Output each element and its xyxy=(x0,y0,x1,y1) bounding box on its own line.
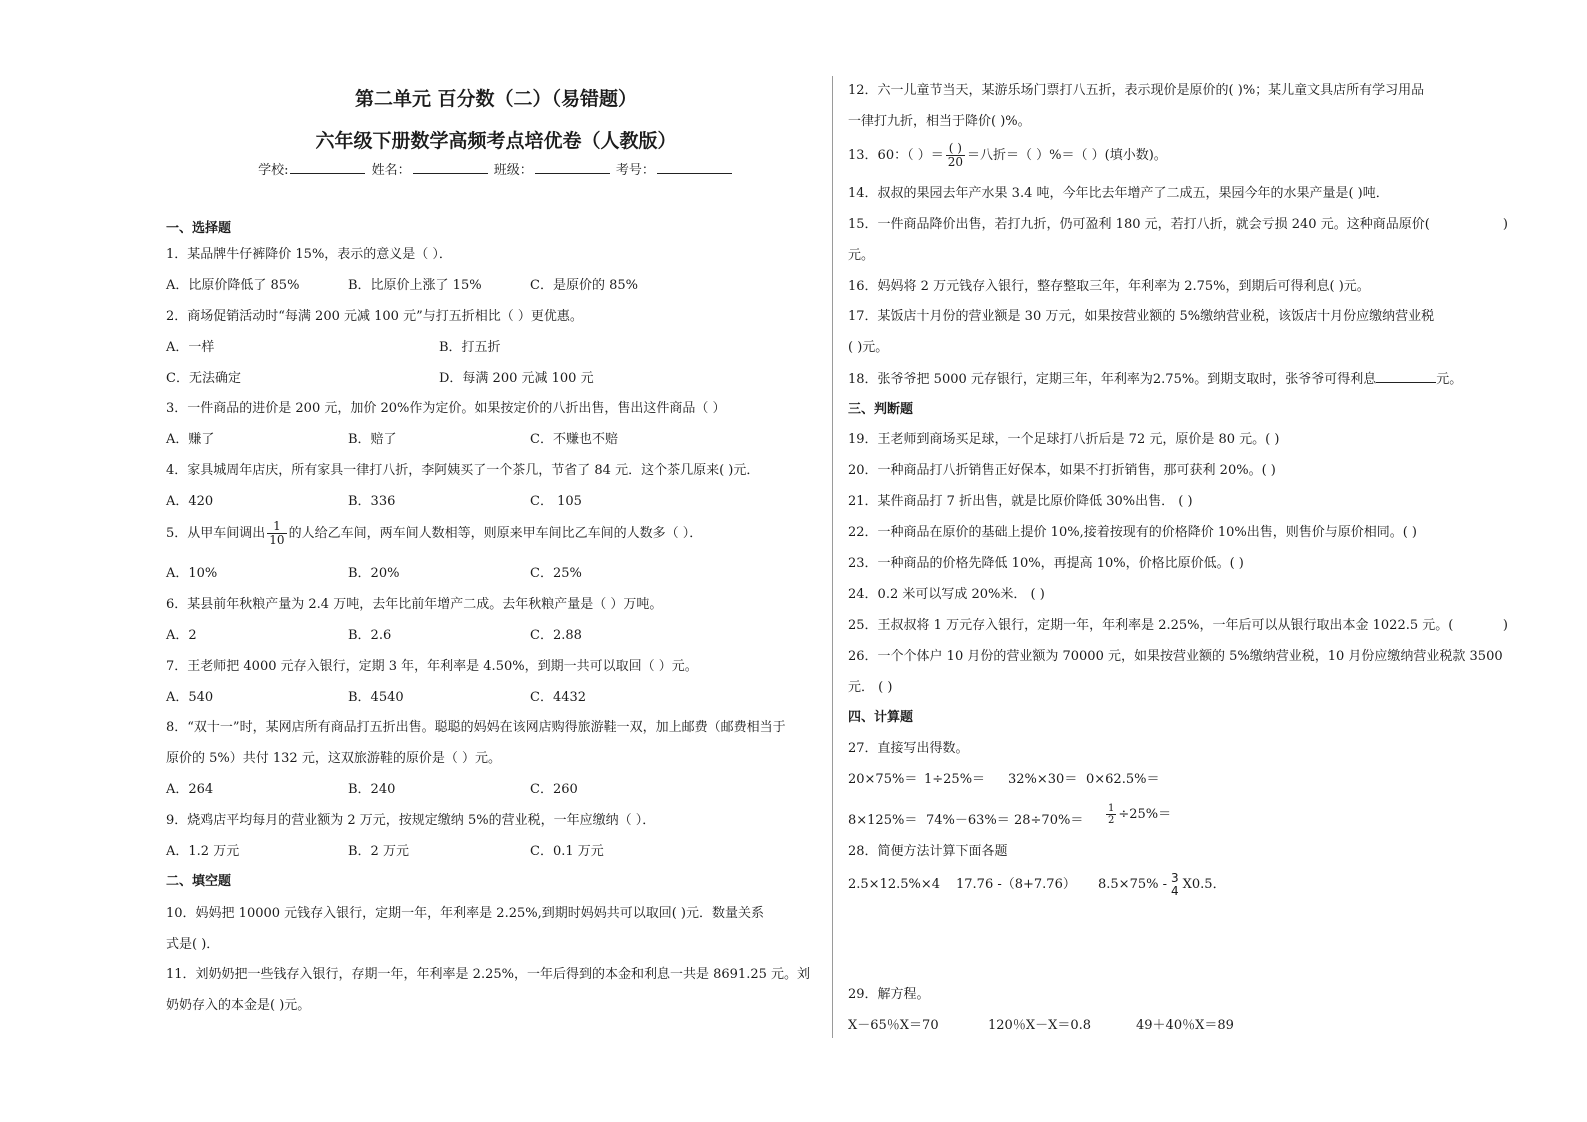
question-15-line-2: 元。 xyxy=(848,248,875,263)
section-heading-calc: 四、计算题 xyxy=(848,710,914,725)
question-9: 9．烧鸡店平均每月的营业额为 2 万元，按规定缴纳 5%的营业税，一年应缴纳（ ）． xyxy=(166,813,656,828)
fraction-denominator: 2 xyxy=(1108,815,1115,826)
question-18 xyxy=(848,370,1462,389)
calc-item-fraction xyxy=(1104,800,1171,830)
question-17-line-1: 17．某饭店十月份的营业额是 30 万元，如果按营业额的 5%缴纳营业税，该饭店十月份应缴纳营业税 xyxy=(848,309,1435,324)
question-29: 29．解方程。 xyxy=(848,987,930,1002)
equation: 120％X－X＝0.8 xyxy=(988,1018,1091,1033)
calc-item: 28÷70%＝ xyxy=(1014,813,1084,828)
option-b[interactable]: B．比原价上涨了 15% xyxy=(348,278,482,293)
calc-item: 74%－63%＝ xyxy=(926,813,1010,828)
section-heading-judge: 三、判断题 xyxy=(848,402,914,417)
question-18-text: 18．张爷爷把 5000 元存银行，定期三年，年利率为2.75%。到期支取时，张爷爷可得利息 xyxy=(848,372,1377,387)
section-heading-choice: 一、选择题 xyxy=(166,221,232,236)
question-12-line-2: 一律打九折，相当于降价( )%。 xyxy=(848,114,1031,129)
fraction-denominator: 20 xyxy=(947,155,963,169)
calc-item-fraction xyxy=(1098,868,1226,902)
question-12-line-1: 12．六一儿童节当天，某游乐场门票打八五折，表示现价是原价的( )%；某儿童文具店所有学习用品 xyxy=(848,83,1425,98)
calc-item: 20×75%＝ xyxy=(848,772,918,787)
fraction-denominator: 4 xyxy=(1171,883,1179,898)
option-a[interactable]: A．一样 xyxy=(166,340,215,355)
option-a[interactable]: A．10% xyxy=(166,566,218,581)
exam-number-label: 考号： xyxy=(615,163,655,178)
option-c[interactable]: C．4432 xyxy=(530,690,587,705)
name-field[interactable] xyxy=(413,161,488,174)
question-28: 28．简便方法计算下面各题 xyxy=(848,844,1008,859)
question-5 xyxy=(166,520,702,547)
option-c[interactable]: C．25% xyxy=(530,566,582,581)
calc-item-text: X0.5． xyxy=(1182,877,1226,892)
option-b[interactable]: B．打五折 xyxy=(439,340,501,355)
calc-item: 1÷25%＝ xyxy=(924,772,986,787)
student-info-line xyxy=(166,159,826,178)
fraction-numerator: 1 xyxy=(267,520,286,534)
option-a[interactable]: A．540 xyxy=(166,690,214,705)
fraction-numerator: ( ) xyxy=(946,142,965,156)
equation: 49＋40％X＝89 xyxy=(1136,1018,1234,1033)
calc-item-text: ÷25%＝ xyxy=(1118,807,1172,822)
option-a[interactable]: A．420 xyxy=(166,494,214,509)
answer-blank[interactable] xyxy=(1376,370,1436,383)
question-13-text-pre: 13．60：（ ）＝ xyxy=(848,148,944,163)
question-13-text-post: ＝八折＝（ ）%＝（ ）(填小数)。 xyxy=(967,148,1167,163)
page-title: 第二单元 百分数（二）（易错题） xyxy=(354,88,638,110)
question-21: 21．某件商品打 7 折出售，就是比原价降低 30%出售． ( ) xyxy=(848,494,1193,509)
calc-item: 0×62.5%＝ xyxy=(1086,772,1160,787)
question-17-line-2: ( )元。 xyxy=(848,340,889,355)
question-5-text-post: 的人给乙车间，两车间人数相等，则原来甲车间比乙车间的人数多（ ）． xyxy=(288,526,703,541)
page-subtitle: 六年级下册数学高频考点培优卷（人教版） xyxy=(315,130,677,152)
question-11-line-2: 奶奶存入的本金是( )元。 xyxy=(166,998,311,1013)
question-5-text-pre: 5．从甲车间调出 xyxy=(166,526,266,541)
fraction-numerator: 1 xyxy=(1108,803,1115,814)
question-15-text: 15．一件商品降价出售，若打九折，仍可盈利 180 元，若打八折，就会亏损 240 元。这种商品原价( xyxy=(848,217,1430,232)
section-heading-fill: 二、填空题 xyxy=(166,874,232,889)
option-b[interactable]: B．20% xyxy=(348,566,400,581)
question-20: 20．一种商品打八折销售正好保本，如果不打折销售，那可获利 20%。( ) xyxy=(848,463,1276,478)
question-3: 3．一件商品的进价是 200 元，加价 20%作为定价。如果按定价的八折出售，售出这件商品（ ） xyxy=(166,401,726,416)
question-26-line-2: 元． ( ) xyxy=(848,680,893,695)
question-22: 22．一种商品在原价的基础上提价 10%,接着按现有的价格降价 10%出售，则售价与原价相同。( ) xyxy=(848,525,1418,540)
option-d[interactable]: D．每满 200 元减 100 元 xyxy=(439,371,594,386)
school-label: 学校: xyxy=(258,163,289,178)
calc-item: 8×125%＝ xyxy=(848,813,918,828)
equation: X－65％X＝70 xyxy=(848,1018,939,1033)
option-b[interactable]: B．2.6 xyxy=(348,628,392,643)
calc-item-text: 8.5×75% - xyxy=(1098,877,1167,892)
option-b[interactable]: B．4540 xyxy=(348,690,404,705)
option-a[interactable]: A．比原价降低了 85% xyxy=(166,278,300,293)
class-label: 班级： xyxy=(493,163,533,178)
option-a[interactable]: A．赚了 xyxy=(166,432,215,447)
question-23: 23．一种商品的价格先降低 10%，再提高 10%，价格比原价低。( ) xyxy=(848,556,1244,571)
question-18-unit: 元。 xyxy=(1436,372,1463,387)
option-c[interactable]: C．260 xyxy=(530,782,578,797)
fraction xyxy=(267,520,286,547)
option-b[interactable]: B．336 xyxy=(348,494,396,509)
option-b[interactable]: B．240 xyxy=(348,782,396,797)
option-b[interactable]: B．2 万元 xyxy=(348,844,409,859)
option-c[interactable]: C． 105 xyxy=(530,494,582,509)
question-8-line-2: 原价的 5%）共付 132 元，这双旅游鞋的原价是（ ）元。 xyxy=(166,751,501,766)
question-7: 7．王老师把 4000 元存入银行，定期 3 年，年利率是 4.50%，到期一共可以取回（ ）元。 xyxy=(166,659,698,674)
question-14: 14．叔叔的果园去年产水果 3.4 吨，今年比去年增产了二成五，果园今年的水果产量是( )吨． xyxy=(848,186,1389,201)
calc-item: 2.5×12.5%×4 xyxy=(848,877,941,892)
calc-item: 17.76 -（8+7.76） xyxy=(956,877,1076,892)
question-15-paren: ) xyxy=(1502,217,1508,232)
name-label: 姓名： xyxy=(371,163,411,178)
option-b[interactable]: B．赔了 xyxy=(348,432,397,447)
fraction-numerator: 3 xyxy=(1171,870,1179,885)
column-divider xyxy=(832,76,833,1038)
option-c[interactable]: C．不赚也不赔 xyxy=(530,432,618,447)
school-field[interactable] xyxy=(290,161,365,174)
option-c[interactable]: C．2.88 xyxy=(530,628,582,643)
class-field[interactable] xyxy=(535,161,610,174)
option-c[interactable]: C．无法确定 xyxy=(166,371,241,386)
question-2: 2．商场促销活动时“每满 200 元减 100 元”与打五折相比（ ）更优惠。 xyxy=(166,309,583,324)
question-26-line-1: 26．一个个体户 10 月份的营业额为 70000 元，如果按营业额的 5%缴纳营业税，10 月份应缴纳营业税款 3500 xyxy=(848,649,1503,664)
option-c[interactable]: C．是原价的 85% xyxy=(530,278,638,293)
option-c[interactable]: C．0.1 万元 xyxy=(530,844,604,859)
question-4: 4．家具城周年店庆，所有家具一律打八折，李阿姨买了一个茶几，节省了 84 元．这个茶几原来( )元． xyxy=(166,463,760,478)
option-a[interactable]: A．1.2 万元 xyxy=(166,844,240,859)
question-25-paren: ) xyxy=(1502,618,1508,633)
fraction-denominator: 10 xyxy=(269,533,285,547)
exam-number-field[interactable] xyxy=(657,161,732,174)
question-25 xyxy=(848,617,1508,635)
question-15-line-1 xyxy=(848,216,1508,234)
question-1: 1．某品牌牛仔裤降价 15%，表示的意义是（ ）． xyxy=(166,247,452,262)
question-27: 27．直接写出得数。 xyxy=(848,741,969,756)
question-10-line-1: 10．妈妈把 10000 元钱存入银行，定期一年，年利率是 2.25%,到期时妈妈共可以取回( )元．数量关系 xyxy=(166,906,765,921)
option-a[interactable]: A．2 xyxy=(166,628,197,643)
calc-item: 32%×30＝ xyxy=(1008,772,1078,787)
question-6: 6．某县前年秋粮产量为 2.4 万吨，去年比前年增产二成。去年秋粮产量是（ ）万吨。 xyxy=(166,597,663,612)
question-19: 19．王老师到商场买足球，一个足球打八折后是 72 元，原价是 80 元。( ) xyxy=(848,432,1280,447)
question-13 xyxy=(848,138,1167,174)
question-24: 24．0.2 米可以写成 20%米． ( ) xyxy=(848,587,1045,602)
option-a[interactable]: A．264 xyxy=(166,782,214,797)
question-16: 16．妈妈将 2 万元钱存入银行，整存整取三年，年利率为 2.75%，到期后可得利息( )元。 xyxy=(848,279,1370,294)
fraction xyxy=(946,142,965,169)
question-25-text: 25．王叔叔将 1 万元存入银行，定期一年，年利率是 2.25%，一年后可以从银行取出本金 1022.5 元。( xyxy=(848,618,1454,633)
question-11-line-1: 11．刘奶奶把一些钱存入银行，存期一年，年利率是 2.25%，一年后得到的本金和利息一共是 8691.25 元。刘 xyxy=(166,967,810,982)
question-10-line-2: 式是( )． xyxy=(166,937,220,952)
question-8-line-1: 8．“双十一”时，某网店所有商品打五折出售。聪聪的妈妈在该网店购得旅游鞋一双，加上邮费（邮费相当于 xyxy=(166,720,786,735)
